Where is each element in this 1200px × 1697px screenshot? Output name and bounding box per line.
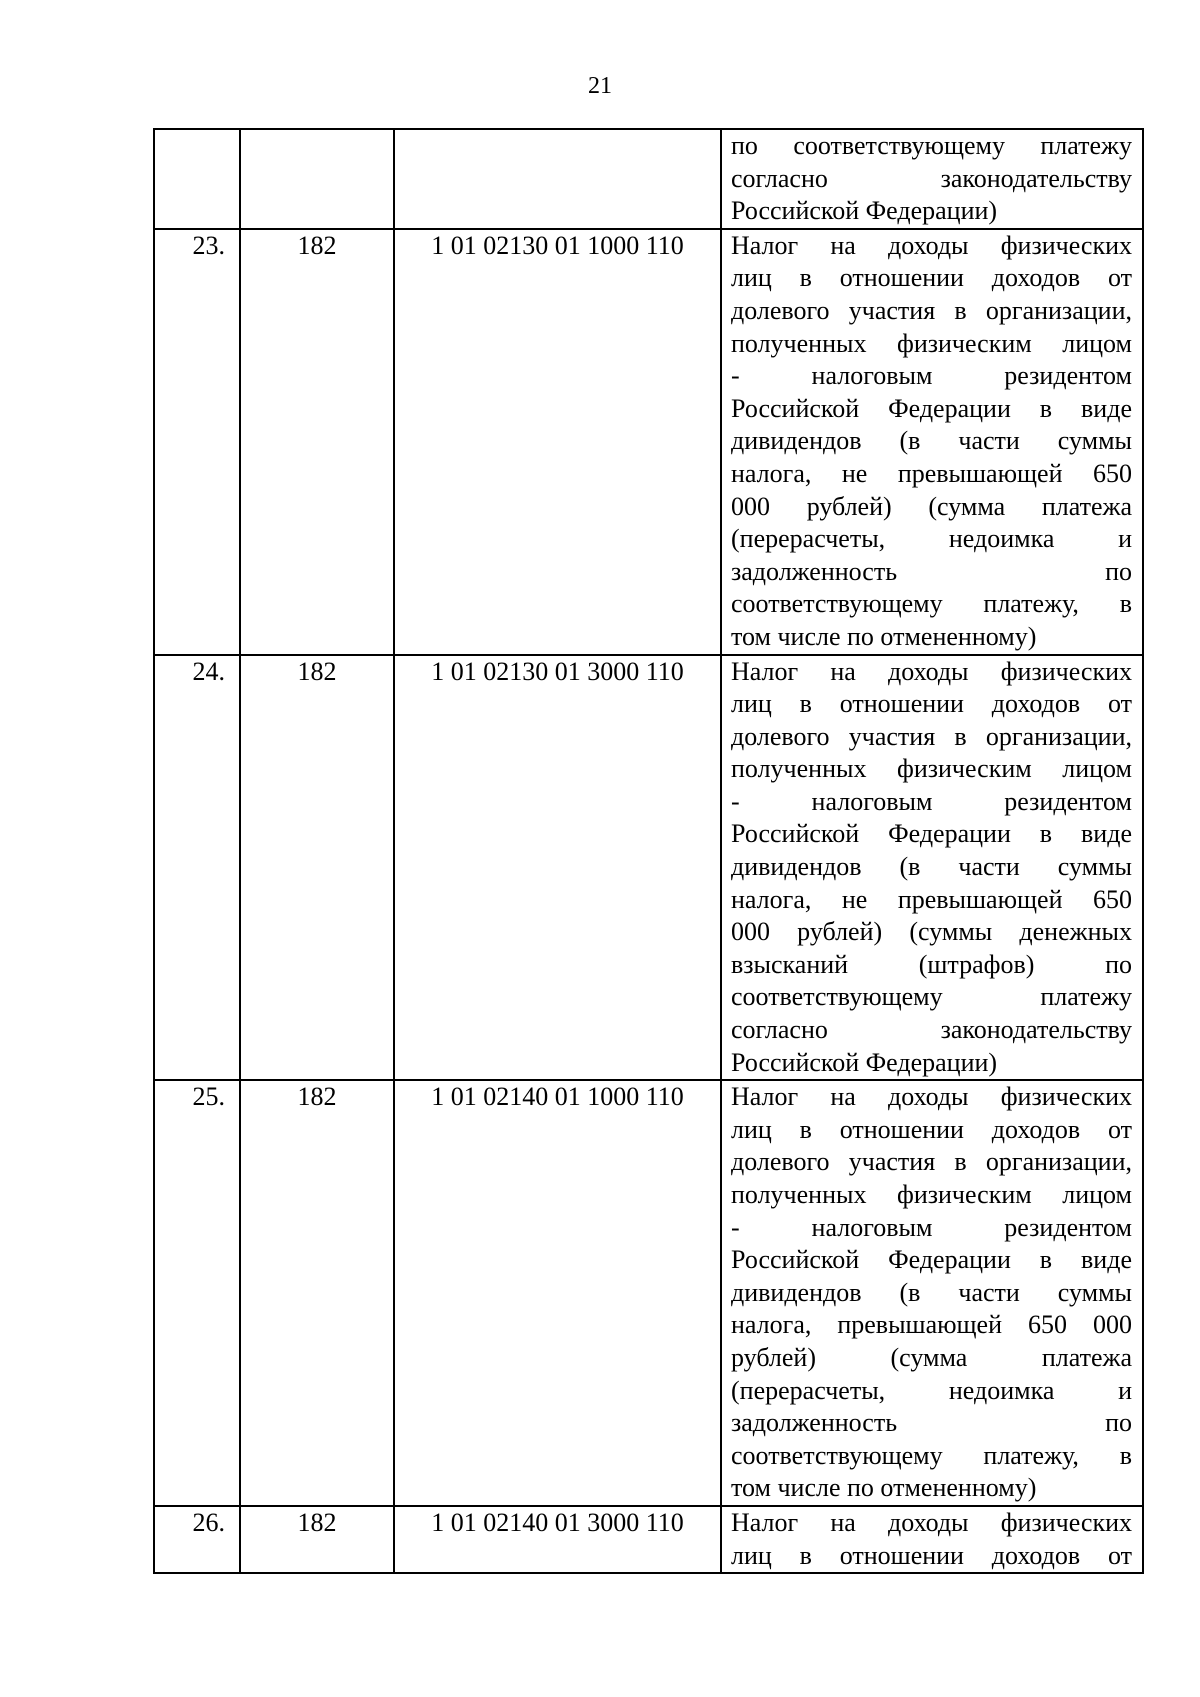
table-row [154, 229, 1143, 655]
budget-classification-code: 1 01 02130 01 3000 110 [394, 655, 721, 1081]
table-body [154, 129, 1143, 1573]
revenue-description [721, 655, 1143, 1081]
description-line: том числе по отмененному) [731, 1473, 1037, 1503]
budget-classification-code: 1 01 02140 01 3000 110 [394, 1506, 721, 1573]
description-line: полученных физическим лицом [731, 754, 1132, 784]
row-number: 23. [154, 229, 240, 655]
administrator-code [240, 129, 394, 229]
row-number: 26. [154, 1506, 240, 1573]
budget-classification-code [394, 129, 721, 229]
description-line: долевого участия в организации, [731, 295, 1132, 325]
description-line: по соответствующему платежу [731, 131, 1132, 160]
description-line: Налог на доходы физических [731, 230, 1132, 260]
description-line: лиц в отношении доходов от [731, 1114, 1132, 1144]
description-line: долевого участия в организации, [731, 1147, 1132, 1177]
description-line: рублей) (сумма платежа [731, 1342, 1132, 1372]
budget-codes-table [153, 128, 1144, 1574]
description-line: лиц в отношении доходов от [731, 1540, 1132, 1570]
description-line: соответствующему платежу, в [731, 589, 1132, 619]
description-line: полученных физическим лицом [731, 328, 1132, 358]
table-row [154, 655, 1143, 1081]
description-line: (перерасчеты, недоимка и [731, 1375, 1132, 1405]
description-line: налога, не превышающей 650 [731, 458, 1132, 488]
description-line: Налог на доходы физических [731, 1082, 1132, 1112]
revenue-description [721, 1080, 1143, 1506]
description-line: согласно законодательству [731, 1015, 1132, 1045]
description-line: соответствующему платежу [731, 982, 1132, 1012]
description-line: согласно законодательству [731, 163, 1132, 193]
administrator-code: 182 [240, 1080, 394, 1506]
description-line: лиц в отношении доходов от [731, 689, 1132, 719]
administrator-code: 182 [240, 655, 394, 1081]
description-line: Российской Федерации) [731, 196, 998, 226]
revenue-description [721, 129, 1143, 229]
description-line: налога, превышающей 650 000 [731, 1310, 1132, 1340]
description-line: том числе по отмененному) [731, 621, 1037, 651]
revenue-description [721, 1506, 1143, 1573]
description-line: Налог на доходы физических [731, 656, 1132, 686]
description-line: дивидендов (в части суммы [731, 1277, 1132, 1307]
description-line: Российской Федерации в виде [731, 1245, 1132, 1275]
description-line: Российской Федерации в виде [731, 393, 1132, 423]
description-line: долевого участия в организации, [731, 721, 1132, 751]
description-line: взысканий (штрафов) по [731, 949, 1132, 979]
description-line: налога, не превышающей 650 [731, 884, 1132, 914]
description-line: дивидендов (в части суммы [731, 852, 1132, 882]
description-line: - налоговым резидентом [731, 1212, 1132, 1242]
description-line: - налоговым резидентом [731, 786, 1132, 816]
administrator-code: 182 [240, 1506, 394, 1573]
budget-classification-code: 1 01 02130 01 1000 110 [394, 229, 721, 655]
description-line: задолженность по [731, 1408, 1132, 1438]
row-number [154, 129, 240, 229]
budget-classification-code: 1 01 02140 01 1000 110 [394, 1080, 721, 1506]
table-row [154, 1080, 1143, 1506]
description-line: Российской Федерации в виде [731, 819, 1132, 849]
description-line: 000 рублей) (суммы денежных [731, 917, 1132, 947]
table-row [154, 129, 1143, 229]
row-number: 24. [154, 655, 240, 1081]
table-row [154, 1506, 1143, 1573]
description-line: лиц в отношении доходов от [731, 263, 1132, 293]
description-line: задолженность по [731, 556, 1132, 586]
description-line: (перерасчеты, недоимка и [731, 524, 1132, 554]
description-line: полученных физическим лицом [731, 1180, 1132, 1209]
description-line: 000 рублей) (сумма платежа [731, 491, 1132, 521]
description-line: дивидендов (в части суммы [731, 426, 1132, 456]
description-line: Налог на доходы физических [731, 1507, 1132, 1537]
administrator-code: 182 [240, 229, 394, 655]
page-number: 21 [588, 73, 612, 99]
description-line: - налоговым резидентом [731, 361, 1132, 391]
description-line: соответствующему платежу, в [731, 1440, 1132, 1470]
revenue-description [721, 229, 1143, 655]
row-number: 25. [154, 1080, 240, 1506]
description-line: Российской Федерации) [731, 1047, 998, 1077]
